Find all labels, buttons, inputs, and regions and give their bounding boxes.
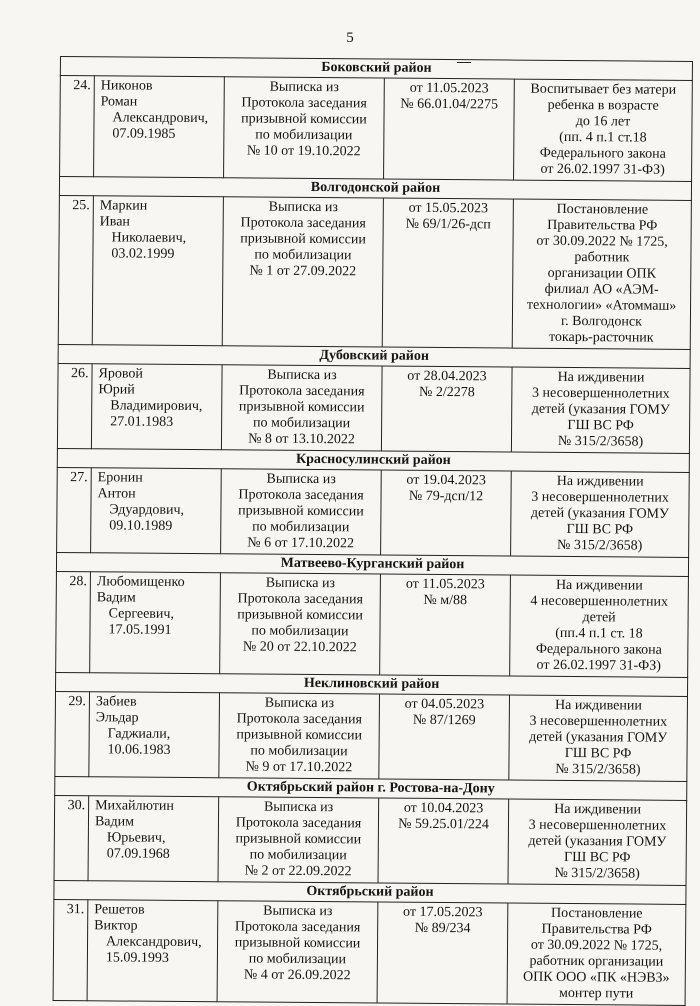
registration-cell <box>380 574 511 676</box>
protocol-extract-cell <box>219 693 380 779</box>
cell-line: 3 несовершеннолетних <box>528 817 667 834</box>
cell-line: филиал АО «АЭМ- <box>544 281 659 298</box>
table-row <box>53 899 686 1005</box>
cell-line: работник организации <box>529 953 664 970</box>
table-row <box>55 691 688 781</box>
cell-line: № 315/2/3658) <box>556 537 643 554</box>
cell-line: На иждивении <box>557 369 645 386</box>
cell-line: № м/88 <box>423 592 468 609</box>
cell-line: Любомищенко <box>96 574 185 590</box>
cell-line: от 11.05.2023 <box>405 576 485 593</box>
registration-cell <box>381 470 512 556</box>
cell-line: Постановление <box>556 201 649 218</box>
cell-line: Протокола заседания <box>234 919 361 936</box>
page-number: 5 <box>346 30 354 46</box>
cell-line: ГШ ВС РФ <box>567 417 634 434</box>
cell-line: токарь-расточник <box>548 329 654 346</box>
cell-line: Еронин <box>97 470 143 486</box>
protocol-extract-cell <box>222 197 383 347</box>
cell-line: Владимирович, <box>110 398 203 415</box>
cell-line: Сергеевич, <box>108 606 175 622</box>
cell-line: Александрович, <box>105 934 202 951</box>
cell-line: Забиев <box>95 694 137 710</box>
cell-line: № 89/234 <box>414 920 471 937</box>
registration-cell <box>377 902 508 1004</box>
district-name: Октябрьский район <box>54 880 686 904</box>
cell-line: от 17.05.2023 <box>403 904 483 921</box>
cell-line: призывной комиссии <box>238 399 365 416</box>
cell-line: монтер пути <box>558 985 634 1002</box>
cell-line: по мобилизации <box>254 247 352 264</box>
cell-line: призывной комиссии <box>238 503 364 520</box>
cell-line: (пп.4 п.1 ст. 18 <box>555 625 643 642</box>
cell-line: детей <box>582 610 616 626</box>
cell-line: Выписка из <box>266 471 336 488</box>
district-name: Волгодонской район <box>59 177 691 201</box>
cell-line: по мобилизации <box>251 623 349 640</box>
table-row <box>60 76 693 182</box>
cell-line: № 79-дсп/12 <box>408 488 484 505</box>
cell-line: детей (указания ГОМУ <box>528 833 667 850</box>
cell-line: 03.02.1999 <box>111 246 175 262</box>
table-row <box>57 363 690 453</box>
row-number: 26. <box>57 363 92 448</box>
cell-line: Михайлютин <box>95 798 174 814</box>
deferral-reason-cell <box>508 799 687 885</box>
cell-line: Протокола заседания <box>241 95 367 112</box>
cell-line: г. Волгодонск <box>560 313 642 330</box>
district-name: Красносулинский район <box>57 448 689 472</box>
district-name: Матвеево-Курганский район <box>56 552 688 576</box>
cell-line: ГШ ВС РФ <box>564 745 632 762</box>
cell-line: детей (указания ГОМУ <box>530 505 670 522</box>
cell-line: 3 несовершеннолетних <box>532 385 670 402</box>
cell-line: технологии» «Атоммаш» <box>526 297 677 314</box>
cell-line: На иждивении <box>554 697 642 714</box>
deferral-reason-cell <box>512 199 691 349</box>
person-name-cell <box>92 196 223 346</box>
table-row <box>56 571 689 677</box>
cell-line: организации ОПК <box>547 265 657 282</box>
cell-line: Виктор <box>94 918 138 934</box>
cell-line: по мобилизации <box>252 519 350 536</box>
cell-line: призывной комиссии <box>236 727 363 744</box>
cell-line: Яровой <box>98 366 143 382</box>
protocol-extract-cell <box>217 901 378 1003</box>
deferral-reason-cell <box>507 903 686 1005</box>
cell-line: 17.05.1991 <box>108 622 172 638</box>
cell-line: 27.01.1983 <box>110 414 174 430</box>
person-name-cell <box>91 468 222 554</box>
cell-line: призывной комиссии <box>235 831 362 848</box>
cell-line: Выписка из <box>269 79 339 96</box>
cell-line: Протокола заседания <box>238 487 364 504</box>
row-number: 29. <box>55 691 90 776</box>
deferral-reason-cell <box>514 79 693 181</box>
cell-line: № 2 от 22.09.2022 <box>244 863 352 880</box>
row-number: 28. <box>56 571 91 672</box>
cell-line: Юрий <box>98 382 135 398</box>
cell-line: № 315/2/3658) <box>557 433 644 450</box>
cell-line: № 20 от 22.10.2022 <box>242 639 357 656</box>
district-name: Боковский район <box>60 57 692 81</box>
cell-line: призывной комиссии <box>237 607 363 624</box>
cell-line: Иван <box>99 214 131 230</box>
table-row <box>54 795 687 885</box>
person-name-cell <box>94 76 225 178</box>
cell-line: № 2/2278 <box>418 384 475 401</box>
cell-line: № 10 от 19.10.2022 <box>246 143 361 160</box>
cell-line: Протокола заседания <box>239 383 365 400</box>
district-name: Неклиновский район <box>56 672 688 696</box>
cell-line: Выписка из <box>265 575 336 592</box>
cell-line: по мобилизации <box>248 951 347 968</box>
cell-line: Выписка из <box>264 695 335 712</box>
cell-line: Роман <box>100 94 138 110</box>
person-name-cell <box>91 364 222 450</box>
cell-line: до 16 лет <box>575 114 631 130</box>
cell-line: Вадим <box>96 590 136 606</box>
person-name-cell <box>87 900 218 1002</box>
cell-line: призывной комиссии <box>241 111 367 128</box>
cell-line: Правительства РФ <box>547 217 658 234</box>
cell-line: № 6 от 17.10.2022 <box>247 535 355 552</box>
cell-line: 07.09.1985 <box>112 126 176 142</box>
table-body <box>53 57 692 1006</box>
cell-line: от 19.04.2023 <box>406 472 486 489</box>
cell-line: № 4 от 26.09.2022 <box>243 967 351 984</box>
cell-line: № 69/1/26-дсп <box>405 216 491 233</box>
cell-line: Вадим <box>94 814 135 830</box>
cell-line: Эльдар <box>95 710 139 726</box>
registration-cell <box>378 798 509 884</box>
cell-line: № 66.01.04/2275 <box>400 96 499 113</box>
cell-line: 3 несовершеннолетних <box>529 713 668 730</box>
cell-line: Эдуардович, <box>109 502 185 518</box>
cell-line: 10.06.1983 <box>107 742 171 758</box>
cell-line: Федерального закона <box>535 641 662 658</box>
protocol-extract-cell <box>220 573 381 675</box>
row-number: 24. <box>60 76 95 177</box>
registration-cell <box>381 366 512 452</box>
cell-line: Маркин <box>99 198 148 214</box>
cell-line: ГШ ВС РФ <box>563 849 631 866</box>
cell-line: № 59.25.01/224 <box>398 816 489 833</box>
cell-line: Антон <box>97 486 136 502</box>
cell-line: 07.09.1968 <box>106 846 170 862</box>
cell-line: Решетов <box>94 902 145 918</box>
cell-line: от 15.05.2023 <box>408 200 489 217</box>
person-name-cell <box>88 796 219 882</box>
cell-line: № 315/2/3658) <box>554 865 640 882</box>
row-number: 27. <box>57 467 92 552</box>
cell-line: от 04.05.2023 <box>404 696 485 713</box>
cell-line: Никонов <box>100 78 153 94</box>
cell-line: 15.09.1993 <box>105 950 169 966</box>
cell-line: по мобилизации <box>250 743 348 760</box>
protocol-extract-cell <box>218 797 379 883</box>
protocol-extract-cell <box>221 469 382 555</box>
protocol-extract-cell <box>224 77 385 179</box>
cell-line: № 9 от 17.10.2022 <box>245 759 353 776</box>
cell-line: На иждивении <box>555 577 643 594</box>
cell-line: ОПК ООО «ПК «НЭВЗ» <box>522 969 670 986</box>
cell-line: от 30.09.2022 № 1725, <box>536 233 668 250</box>
cell-line: Правительства РФ <box>541 921 652 938</box>
row-number: 30. <box>54 795 89 880</box>
cell-line: № 315/2/3658) <box>555 761 641 778</box>
cell-line: работник <box>574 250 630 266</box>
cell-line: по мобилизации <box>252 415 351 432</box>
district-name: Октябрьский район г. Ростова-на-Дону <box>55 776 687 800</box>
cell-line: Протокола заседания <box>236 711 363 728</box>
table-row <box>58 195 691 349</box>
cell-line: по мобилизации <box>255 127 353 144</box>
cell-line: детей (указания ГОМУ <box>531 401 670 418</box>
cell-line: призывной комиссии <box>234 935 361 952</box>
cell-line: Выписка из <box>263 903 333 920</box>
cell-line: 3 несовершеннолетних <box>531 489 669 506</box>
cell-line: 09.10.1989 <box>109 518 173 534</box>
cell-line: Александрович, <box>112 110 209 127</box>
cell-line: от 10.04.2023 <box>403 800 484 817</box>
cell-line: Постановление <box>551 905 643 922</box>
cell-line: Воспитывает без матери <box>530 81 677 98</box>
cell-line: № 8 от 13.10.2022 <box>248 431 355 448</box>
cell-line: Гаджиали, <box>107 726 171 742</box>
cell-line: (пп. 4 п.1 ст.18 <box>559 129 647 146</box>
protocol-extract-cell <box>221 365 382 451</box>
cell-line: Юрьевич, <box>106 830 166 846</box>
registration-cell <box>384 78 515 180</box>
person-name-cell <box>90 572 221 674</box>
cell-line: от 26.02.1997 31-ФЗ) <box>536 657 661 674</box>
cell-line: по мобилизации <box>249 847 347 864</box>
cell-line: Николаевич, <box>111 230 187 246</box>
cell-line: На иждивении <box>554 801 642 818</box>
cell-line: Выписка из <box>263 799 334 816</box>
cell-line: Протокола заседания <box>240 215 366 232</box>
document-sheet <box>53 56 692 1006</box>
cell-line: от 30.09.2022 № 1725, <box>530 937 663 954</box>
cell-line: от 28.04.2023 <box>407 368 487 385</box>
cell-line: Протокола заседания <box>237 591 363 608</box>
deferral-reason-cell <box>510 575 689 677</box>
table-row <box>57 467 690 557</box>
cell-line: призывной комиссии <box>240 231 366 248</box>
district-name: Дубовский район <box>58 344 690 368</box>
cell-line: детей (указания ГОМУ <box>529 729 668 746</box>
row-number: 25. <box>58 195 93 344</box>
cell-line: ГШ ВС РФ <box>566 521 634 538</box>
cell-line: На иждивении <box>556 473 644 490</box>
deferral-reason-cell <box>511 471 690 557</box>
cell-line: Выписка из <box>268 199 339 216</box>
cell-line: от 11.05.2023 <box>409 80 489 97</box>
cell-line: Федерального закона <box>539 145 666 162</box>
registration-cell <box>382 198 513 348</box>
deferral-reason-cell <box>509 695 688 781</box>
cell-line: № 87/1269 <box>412 712 476 729</box>
deferral-reason-cell <box>511 367 690 453</box>
cell-line: от 26.02.1997 31-ФЗ) <box>540 161 665 178</box>
row-number: 31. <box>53 899 88 1000</box>
cell-line: № 1 от 27.09.2022 <box>249 263 357 280</box>
cell-line: Выписка из <box>267 367 337 384</box>
cell-line: Протокола заседания <box>235 815 362 832</box>
cell-line: 4 несовершеннолетних <box>530 593 669 610</box>
registration-cell <box>379 694 510 780</box>
mobilization-table <box>53 56 693 1006</box>
cell-line: ребенка в возрасте <box>547 97 659 114</box>
person-name-cell <box>89 692 220 778</box>
